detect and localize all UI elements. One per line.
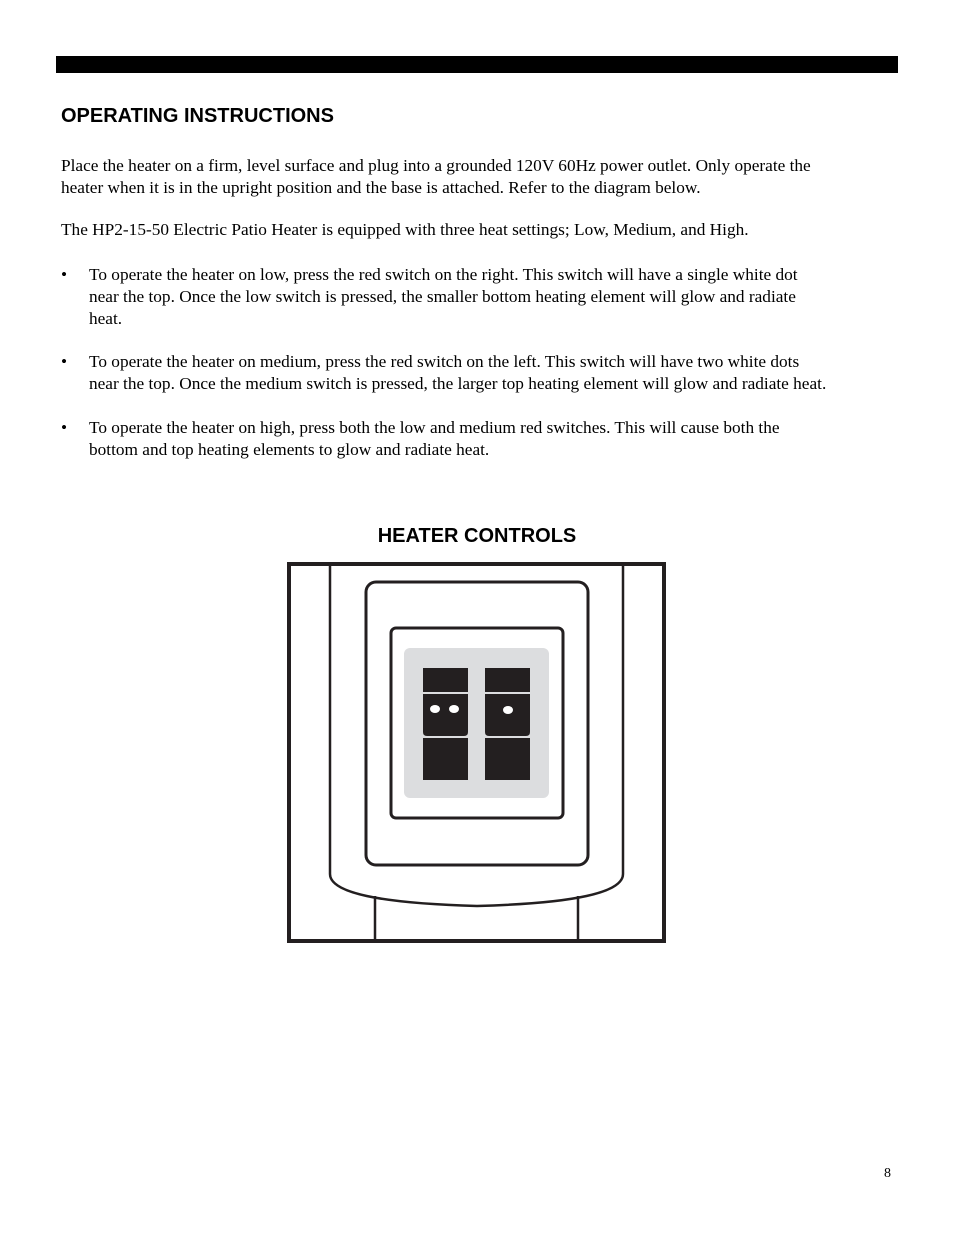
bullet-marker: •	[61, 352, 68, 371]
page-number: 8	[884, 1166, 891, 1181]
switch-dot	[449, 705, 459, 713]
bullet-marker: •	[61, 265, 68, 284]
switch-dot	[503, 706, 513, 714]
bullet-low-line-3: heat.	[89, 309, 123, 328]
bullet-medium-line-2: near the top. Once the medium switch is pressed, the larger top heating element will glow and radiate heat.	[89, 374, 827, 393]
top-rule	[56, 56, 898, 73]
bullet-medium-line-1: To operate the heater on medium, press the red switch on the left. This switch will have two white dots	[89, 352, 800, 371]
bullet-marker: •	[61, 418, 68, 437]
bullet-high-line-2: bottom and top heating elements to glow and radiate heat.	[89, 440, 490, 459]
section-title: OPERATING INSTRUCTIONS	[61, 105, 334, 127]
bullet-low-line-1: To operate the heater on low, press the red switch on the right. This switch will have a single white dot	[89, 265, 798, 284]
switch-dot	[430, 705, 440, 713]
settings-paragraph: The HP2-15-50 Electric Patio Heater is equipped with three heat settings; Low, Medium, and High.	[61, 220, 749, 239]
intro-line-1: Place the heater on a firm, level surface and plug into a grounded 120V 60Hz power outlet. Only operate the	[61, 156, 811, 175]
intro-paragraph	[61, 155, 901, 199]
intro-line-2: heater when it is in the upright position and the base is attached. Refer to the diagram below.	[61, 178, 701, 197]
diagram-title: HEATER CONTROLS	[377, 525, 577, 547]
bullet-high-line-1: To operate the heater on high, press both the low and medium red switches. This will cause both the	[89, 418, 780, 437]
low-switch[interactable]	[485, 668, 530, 780]
bullet-low-line-2: near the top. Once the low switch is pressed, the smaller bottom heating element will glow and radiate	[89, 287, 796, 306]
heater-controls-diagram	[287, 562, 667, 944]
medium-switch[interactable]	[423, 668, 468, 780]
